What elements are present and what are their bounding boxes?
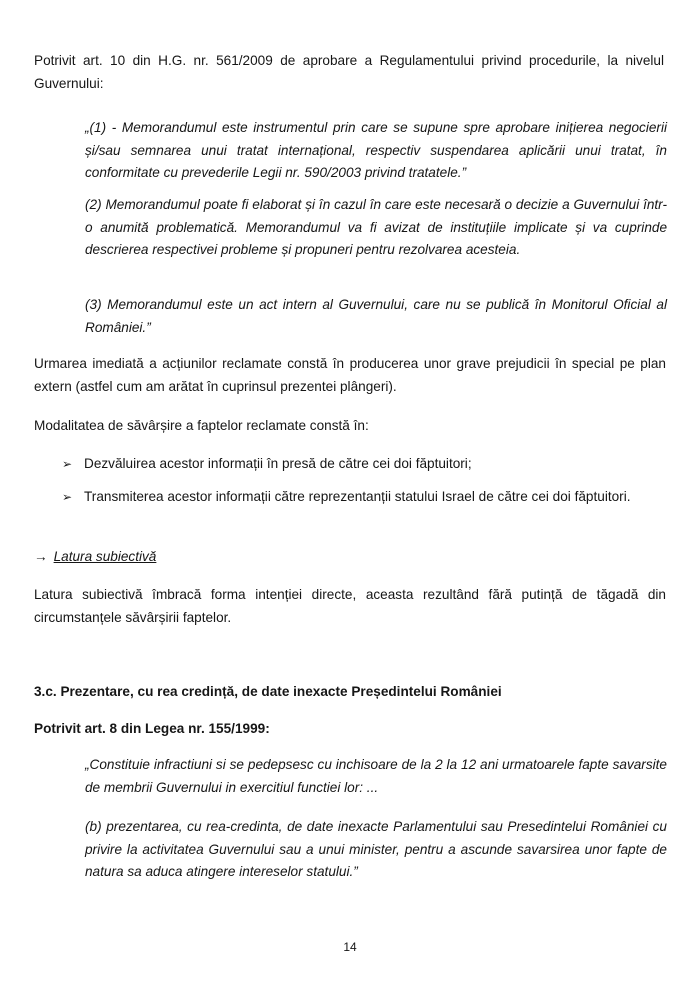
bullet-text: Transmiterea acestor informații către reprezentanții statului Israel de către cei doi făptuitori.: [84, 489, 631, 504]
urmarea-paragraph: Urmarea imediată a acțiunilor reclamate constă în producerea unor grave prejudicii în special pe plan extern (astfel cum am arătat în cuprinsul prezentei plângeri).: [34, 356, 666, 394]
bullet-text: Dezvăluirea acestor informații în presă de către cei doi făptuitori;: [84, 456, 472, 471]
modalitatea-paragraph: Modalitatea de săvârșire a faptelor reclamate constă în:: [34, 418, 369, 433]
quote-article-3: (3) Memorandumul este un act intern al Guvernului, care nu se publică în Monitorul Oficial al României.”: [85, 297, 667, 335]
latura-subiectiva-label: Latura subiectivă: [53, 549, 157, 564]
intro-paragraph: Potrivit art. 10 din H.G. nr. 561/2009 de aprobare a Regulamentului privind procedurile, la nivelul Guvernului:: [34, 53, 664, 91]
latura-subiectiva-paragraph: Latura subiectivă îmbracă forma intenției directe, aceasta rezultând fără putință de tăgadă din circumstanțele săvârșirii faptelor.: [34, 587, 666, 625]
right-arrow-icon: →: [34, 549, 48, 564]
arrowhead-bullet-icon: ➢: [62, 457, 73, 471]
arrowhead-bullet-icon: ➢: [62, 490, 73, 504]
page-number: 14: [343, 940, 357, 954]
quote-article-2: (2) Memorandumul poate fi elaborat și în cazul în care este necesară o decizie a Guvernului într-o anumită problematică. Memorandumul va fi avizat de instituțiile implicate și va cuprinde descrierea respectivei probleme și propuneri pentru rezolvarea acesteia.: [85, 197, 667, 257]
quote-legea-b: (b) prezentarea, cu rea-credinta, de date inexacte Parlamentului sau Presedintelui României cu privire la activitatea Guvernului sau a unui minister, pentru a ascunde savarsirea unor fapte de natura sa aduca atingere intereselor statului.”: [85, 819, 667, 879]
bullet-item-2: [62, 486, 664, 509]
bullet-item-1: [62, 453, 664, 476]
legea-heading: Potrivit art. 8 din Legea nr. 155/1999:: [34, 721, 270, 736]
quote-legea-main: „Constituie infractiuni si se pedepsesc cu inchisoare de la 2 la 12 ani urmatoarele fapte savarsite de membrii Guvernului in exercitiul functiei lor: ...: [85, 757, 667, 795]
latura-subiectiva-heading: [34, 546, 156, 568]
section-heading: 3.c. Prezentare, cu rea credință, de date inexacte Președintelui României: [34, 684, 502, 699]
quote-article-1: „(1) - Memorandumul este instrumentul prin care se supune spre aprobare inițierea negocierii și/sau semnarea unui tratat internațional, respectiv suspendarea aplicării unui tratat, în conformitate cu prevederile Legii nr. 590/2003 privind tratatele.”: [85, 120, 667, 180]
